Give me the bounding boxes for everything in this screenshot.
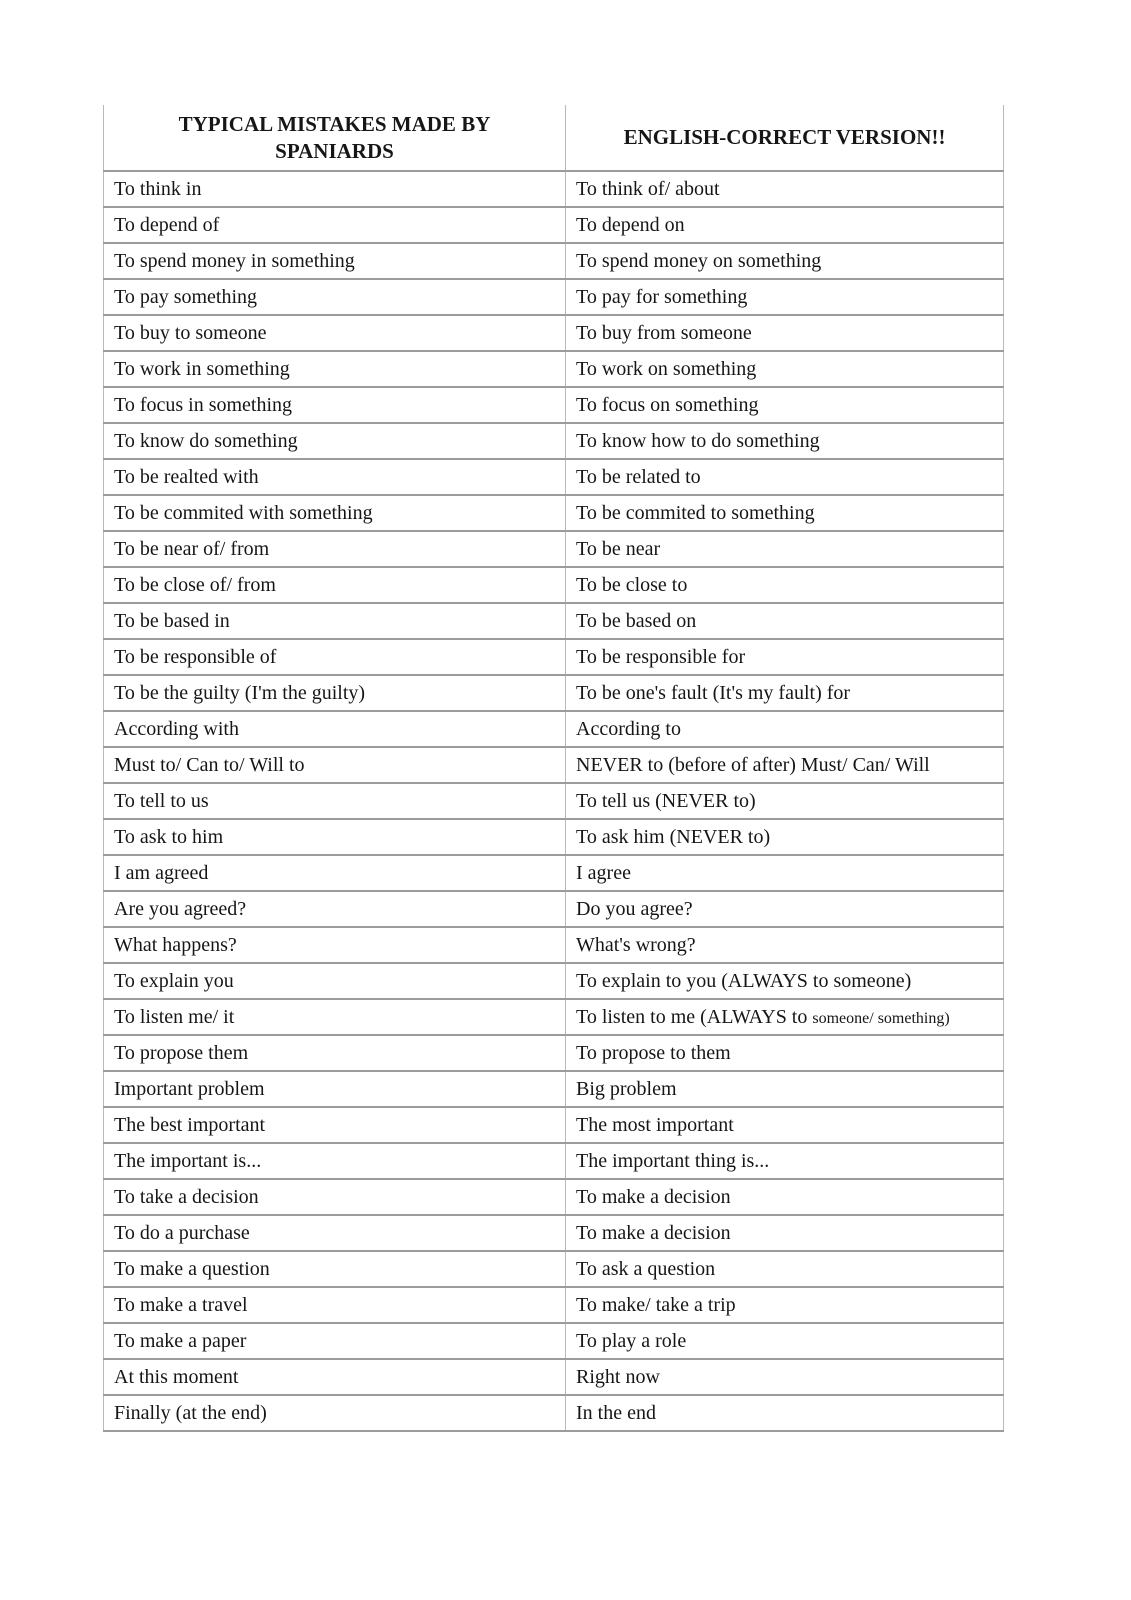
correct-cell: To buy from someone — [566, 315, 1004, 351]
mistake-cell: To propose them — [104, 1035, 566, 1071]
table-row — [104, 531, 1004, 567]
mistake-cell: Finally (at the end) — [104, 1395, 566, 1431]
table-row — [104, 1323, 1004, 1359]
correct-cell: NEVER to (before of after) Must/ Can/ Will — [566, 747, 1004, 783]
correct-cell: To know how to do something — [566, 423, 1004, 459]
mistake-cell: To be the guilty (I'm the guilty) — [104, 675, 566, 711]
header-row — [104, 105, 1004, 171]
correct-cell: To ask him (NEVER to) — [566, 819, 1004, 855]
correct-cell: To be commited to something — [566, 495, 1004, 531]
table-row — [104, 675, 1004, 711]
table-row — [104, 351, 1004, 387]
correct-cell: To make a decision — [566, 1179, 1004, 1215]
table-row — [104, 207, 1004, 243]
mistake-cell: Are you agreed? — [104, 891, 566, 927]
correct-cell: To ask a question — [566, 1251, 1004, 1287]
correct-cell: To work on something — [566, 351, 1004, 387]
correct-cell: To propose to them — [566, 1035, 1004, 1071]
table-row — [104, 1179, 1004, 1215]
table-row — [104, 819, 1004, 855]
correct-cell: To make/ take a trip — [566, 1287, 1004, 1323]
mistake-cell: To tell to us — [104, 783, 566, 819]
table-body — [104, 171, 1004, 1431]
table-row — [104, 855, 1004, 891]
mistake-cell: To make a question — [104, 1251, 566, 1287]
table-row — [104, 1215, 1004, 1251]
mistake-cell: To be realted with — [104, 459, 566, 495]
table-row — [104, 927, 1004, 963]
table-row — [104, 639, 1004, 675]
mistake-cell: The important is... — [104, 1143, 566, 1179]
correct-cell: To be one's fault (It's my fault) for — [566, 675, 1004, 711]
table-row — [104, 1035, 1004, 1071]
mistake-cell: To make a paper — [104, 1323, 566, 1359]
mistake-cell: At this moment — [104, 1359, 566, 1395]
correct-cell: The most important — [566, 1107, 1004, 1143]
mistake-cell: To spend money in something — [104, 243, 566, 279]
correct-cell: To be related to — [566, 459, 1004, 495]
table-row — [104, 711, 1004, 747]
mistake-cell: Important problem — [104, 1071, 566, 1107]
correct-cell-small-text: someone/ something) — [812, 1010, 950, 1027]
mistake-cell: What happens? — [104, 927, 566, 963]
correct-cell: To focus on something — [566, 387, 1004, 423]
mistake-cell: To depend of — [104, 207, 566, 243]
correct-cell: To pay for something — [566, 279, 1004, 315]
table-row — [104, 783, 1004, 819]
table-row — [104, 495, 1004, 531]
correct-cell: The important thing is... — [566, 1143, 1004, 1179]
mistake-cell: To take a decision — [104, 1179, 566, 1215]
correct-cell: To spend money on something — [566, 243, 1004, 279]
correct-cell: To be responsible for — [566, 639, 1004, 675]
table-row — [104, 387, 1004, 423]
mistake-cell: To know do something — [104, 423, 566, 459]
correct-cell: Do you agree? — [566, 891, 1004, 927]
mistake-cell: To listen me/ it — [104, 999, 566, 1035]
mistake-cell: To explain you — [104, 963, 566, 999]
mistake-cell: According with — [104, 711, 566, 747]
correct-cell: What's wrong? — [566, 927, 1004, 963]
mistake-cell: To be based in — [104, 603, 566, 639]
mistake-cell: To be near of/ from — [104, 531, 566, 567]
mistakes-table-container — [103, 105, 1003, 1432]
table-row — [104, 999, 1004, 1035]
table-row — [104, 171, 1004, 207]
mistake-cell: To do a purchase — [104, 1215, 566, 1251]
table-header — [104, 105, 1004, 171]
correct-cell: To tell us (NEVER to) — [566, 783, 1004, 819]
table-row — [104, 243, 1004, 279]
table-row — [104, 315, 1004, 351]
table-row — [104, 423, 1004, 459]
correct-cell: To make a decision — [566, 1215, 1004, 1251]
table-row — [104, 1359, 1004, 1395]
table-row — [104, 1251, 1004, 1287]
mistake-cell: To ask to him — [104, 819, 566, 855]
table-row — [104, 1143, 1004, 1179]
correct-cell: To be close to — [566, 567, 1004, 603]
mistake-cell: The best important — [104, 1107, 566, 1143]
mistake-cell: To make a travel — [104, 1287, 566, 1323]
correct-cell: To depend on — [566, 207, 1004, 243]
mistake-cell: To be commited with something — [104, 495, 566, 531]
correct-cell: To explain to you (ALWAYS to someone) — [566, 963, 1004, 999]
mistake-cell: To be responsible of — [104, 639, 566, 675]
table-row — [104, 279, 1004, 315]
mistake-cell: To pay something — [104, 279, 566, 315]
correct-cell: To think of/ about — [566, 171, 1004, 207]
column-header-correct: ENGLISH-CORRECT VERSION!! — [566, 105, 1004, 171]
table-row — [104, 891, 1004, 927]
mistake-cell: To focus in something — [104, 387, 566, 423]
correct-cell: To be near — [566, 531, 1004, 567]
table-row — [104, 1071, 1004, 1107]
mistakes-table — [103, 105, 1004, 1432]
table-row — [104, 459, 1004, 495]
correct-cell: To be based on — [566, 603, 1004, 639]
table-row — [104, 603, 1004, 639]
correct-cell: According to — [566, 711, 1004, 747]
mistake-cell: To work in something — [104, 351, 566, 387]
mistake-cell: To buy to someone — [104, 315, 566, 351]
mistake-cell: To think in — [104, 171, 566, 207]
table-row — [104, 1395, 1004, 1431]
correct-cell: To play a role — [566, 1323, 1004, 1359]
table-row — [104, 567, 1004, 603]
table-row — [104, 1107, 1004, 1143]
table-row — [104, 747, 1004, 783]
table-row — [104, 1287, 1004, 1323]
table-row — [104, 963, 1004, 999]
correct-cell: I agree — [566, 855, 1004, 891]
correct-cell: Big problem — [566, 1071, 1004, 1107]
correct-cell: In the end — [566, 1395, 1004, 1431]
correct-cell: Right now — [566, 1359, 1004, 1395]
mistake-cell: I am agreed — [104, 855, 566, 891]
mistake-cell: To be close of/ from — [104, 567, 566, 603]
mistake-cell: Must to/ Can to/ Will to — [104, 747, 566, 783]
column-header-mistakes: TYPICAL MISTAKES MADE BY SPANIARDS — [104, 105, 566, 171]
correct-cell: To listen to me (ALWAYS to someone/ something) — [566, 999, 1004, 1035]
